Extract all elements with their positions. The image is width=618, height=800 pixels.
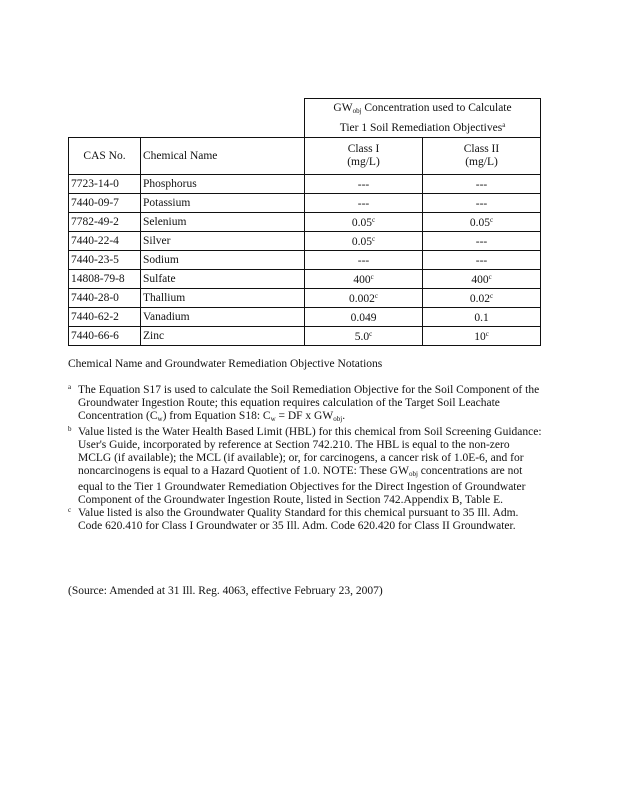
table-row	[69, 270, 541, 289]
class1-value-cell-footnote-mark: c	[374, 291, 378, 300]
chemical-name-cell	[141, 308, 305, 327]
table-row	[69, 194, 541, 213]
table-group-header-row	[69, 99, 541, 138]
class1-value-cell-value: 400	[353, 273, 371, 286]
chemical-name-cell	[141, 270, 305, 289]
class2-value-cell-footnote-mark: c	[488, 272, 492, 281]
class2-value-cell-value: 0.02	[469, 292, 491, 305]
class2-value-cell-value: 0.05	[469, 216, 491, 229]
table-body	[69, 175, 541, 346]
cas-number-cell-value: 7440-66-6	[71, 330, 119, 342]
class2-value-cell	[423, 213, 541, 232]
class2-header	[423, 138, 541, 175]
footnote-b	[68, 426, 544, 507]
table-row	[69, 289, 541, 308]
gw-header-prefix: GW	[333, 102, 353, 114]
footnote-c	[68, 507, 544, 533]
class1-value-cell-value: 5.0	[354, 330, 370, 343]
footnote-a-sub-1: w	[157, 415, 163, 423]
class1-value-cell-value: ---	[357, 197, 370, 210]
chemical-name-cell-value: Silver	[143, 235, 171, 247]
chemical-name-cell-value: Sodium	[143, 254, 179, 266]
class2-value-cell-value: 10	[474, 330, 486, 343]
remediation-objectives-table	[68, 98, 541, 346]
footnote-c-mark: c	[68, 506, 72, 514]
source-citation: (Source: Amended at 31 Ill. Reg. 4063, effective February 23, 2007)	[68, 585, 383, 597]
class2-value-cell	[423, 232, 541, 251]
class1-value-cell-value: ---	[357, 178, 370, 191]
chemical-name-cell-value: Vanadium	[143, 311, 190, 323]
chemical-name-cell	[141, 289, 305, 308]
class2-value-cell-footnote-mark: c	[490, 291, 494, 300]
class2-value-cell	[423, 327, 541, 346]
class1-value-cell	[305, 213, 423, 232]
gw-header-sup: a	[502, 121, 506, 129]
cas-number-cell	[69, 213, 141, 232]
class2-value-cell-value: ---	[475, 178, 488, 191]
chemical-name-header: Chemical Name	[141, 138, 305, 175]
cas-number-cell	[69, 289, 141, 308]
cas-number-cell	[69, 232, 141, 251]
chemical-name-cell-value: Potassium	[143, 197, 191, 209]
table-row	[69, 175, 541, 194]
class2-value-cell-value: ---	[475, 254, 488, 267]
class2-value-cell	[423, 308, 541, 327]
class1-value-cell-value: 0.05	[351, 216, 372, 229]
class1-header-line1: Class I	[347, 143, 380, 155]
chemical-name-cell	[141, 232, 305, 251]
table-row	[69, 232, 541, 251]
cas-number-cell	[69, 251, 141, 270]
cas-number-cell	[69, 308, 141, 327]
chemical-name-cell-value: Phosphorus	[143, 178, 197, 190]
footnote-b-text-2: concentrations are not equal to the Tier 1 Groundwater Remediation Objectives for the Direct Ingestion of Groundwater Component of the Groundwater Ingestion Route, listed in Section 742.Appendix B, Table E.	[78, 465, 526, 506]
footnote-a-sub-3: obj	[333, 415, 343, 423]
footnote-a-text-4: .	[342, 410, 346, 422]
cas-number-cell	[69, 327, 141, 346]
cas-number-cell	[69, 194, 141, 213]
class2-header-line2: (mg/L)	[465, 156, 498, 168]
chemical-name-cell	[141, 175, 305, 194]
footnote-a-text-3: = DF x GW	[275, 410, 334, 422]
class1-value-cell	[305, 289, 423, 308]
cas-number-cell-value: 7440-09-7	[71, 197, 119, 209]
class2-value-cell-footnote-mark: c	[490, 215, 494, 224]
class1-value-cell-footnote-mark: c	[369, 329, 373, 338]
footnote-b-sub-1: obj	[408, 470, 418, 478]
class1-value-cell	[305, 251, 423, 270]
class2-header-line1: Class II	[463, 143, 500, 155]
class1-value-cell	[305, 327, 423, 346]
footnote-c-text: Value listed is also the Groundwater Quality Standard for this chemical pursuant to 35 Ill. Adm. Code 620.410 for Class I Groundwater or 35 Ill. Adm. Code 620.420 for Class II Groundwater.	[78, 507, 519, 532]
footnote-a-sub-2: w	[270, 415, 276, 423]
table-column-header-row	[69, 138, 541, 175]
chemical-name-cell-value: Selenium	[143, 216, 187, 228]
class1-value-cell	[305, 308, 423, 327]
table-row	[69, 308, 541, 327]
cas-number-cell-value: 7440-28-0	[71, 292, 119, 304]
class1-header	[305, 138, 423, 175]
chemical-name-cell	[141, 194, 305, 213]
class1-header-line2: (mg/L)	[347, 156, 380, 168]
class1-value-cell	[305, 175, 423, 194]
cas-number-cell-value: 7782-49-2	[71, 216, 119, 228]
class2-value-cell	[423, 289, 541, 308]
class2-value-cell-value: 400	[471, 273, 489, 286]
gw-concentration-header	[305, 99, 541, 138]
class2-value-cell	[423, 194, 541, 213]
class1-value-cell	[305, 232, 423, 251]
class1-value-cell-value: 0.05	[351, 235, 372, 248]
cas-header: CAS No.	[69, 138, 141, 175]
class1-value-cell	[305, 270, 423, 289]
gw-header-line2: Tier 1 Soil Remediation Objectives	[339, 122, 503, 134]
class1-value-cell-value: 0.002	[349, 292, 375, 305]
class1-value-cell-value: ---	[357, 254, 370, 267]
class1-value-cell-value: 0.049	[350, 311, 377, 324]
cas-number-cell-value: 7723-14-0	[71, 178, 119, 190]
chemical-name-cell	[141, 327, 305, 346]
chemical-name-cell-value: Zinc	[143, 330, 165, 342]
class1-value-cell-footnote-mark: c	[370, 272, 374, 281]
footnote-a-mark: a	[68, 383, 72, 391]
cas-number-cell-value: 7440-62-2	[71, 311, 119, 323]
footnote-a	[68, 384, 544, 426]
chemical-name-cell	[141, 251, 305, 270]
class2-value-cell-value: ---	[475, 235, 488, 248]
class2-value-cell-value: 0.1	[474, 311, 489, 324]
footnotes	[68, 384, 544, 533]
cas-number-cell-value: 7440-22-4	[71, 235, 119, 247]
table-row	[69, 251, 541, 270]
footnote-a-text-1: The Equation S17 is used to calculate the Soil Remediation Objective for the Soil Component of the Groundwater Ingestion Route; this equation requires calculation of the Target Soil Leachate Concentration (C	[78, 384, 540, 422]
cas-number-cell-value: 14808-79-8	[71, 273, 125, 285]
chemical-name-cell-value: Thallium	[143, 292, 186, 304]
cas-number-cell-value: 7440-23-5	[71, 254, 119, 266]
class2-value-cell	[423, 251, 541, 270]
class1-value-cell-footnote-mark: c	[372, 215, 376, 224]
gw-header-line1: Concentration used to Calculate	[361, 102, 512, 114]
footnote-a-text-2: ) from Equation S18: C	[162, 410, 271, 422]
footnote-b-mark: b	[68, 425, 72, 433]
cas-number-cell	[69, 270, 141, 289]
footnote-b-text-1: Value listed is the Water Health Based Limit (HBL) for this chemical from Soil Screening Guidance: User's Guide, incorporated by reference at Section 742.210. The HBL is equal to the non-zero MCLG (if available); the MCL (if available); or, for carcinogens, a cancer risk of 1.0E-6, and for noncarcinogens is equal to a Hazard Quotient of 1.0. NOTE: These GW	[78, 426, 542, 477]
chemical-name-cell	[141, 213, 305, 232]
table-row	[69, 213, 541, 232]
cas-number-cell	[69, 175, 141, 194]
chemical-name-cell-value: Sulfate	[143, 273, 176, 285]
notations-title: Chemical Name and Groundwater Remediation Objective Notations	[68, 358, 383, 370]
class2-value-cell	[423, 270, 541, 289]
class2-value-cell-footnote-mark: c	[485, 329, 489, 338]
class1-value-cell-footnote-mark: c	[372, 234, 376, 243]
class2-value-cell-value: ---	[475, 197, 488, 210]
blank-cell	[69, 99, 305, 138]
table-row	[69, 327, 541, 346]
gw-header-sub: obj	[352, 107, 362, 115]
class2-value-cell	[423, 175, 541, 194]
class1-value-cell	[305, 194, 423, 213]
